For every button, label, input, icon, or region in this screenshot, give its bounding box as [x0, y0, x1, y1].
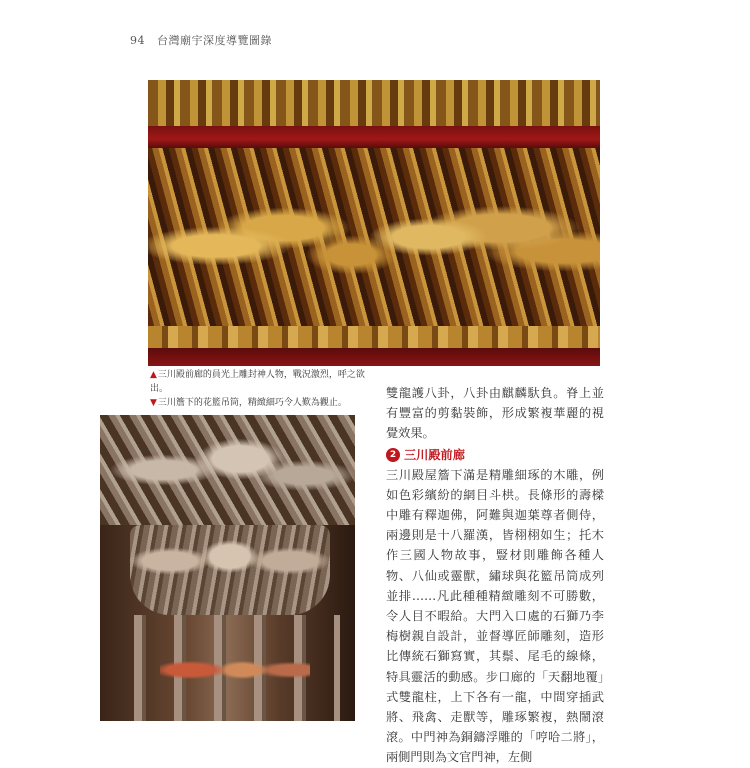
book-title: 台灣廟宇深度導覽圖錄 — [157, 34, 272, 47]
lower-rail — [148, 326, 600, 348]
caption-down-text: 三川簷下的花籃吊筒，精緻細巧令人歎為觀止。 — [157, 398, 347, 408]
photo-captions — [150, 368, 382, 410]
running-header — [130, 32, 272, 48]
lower-red-band — [148, 348, 600, 366]
down-triangle-icon: ▼ — [150, 398, 157, 408]
flower-basket-photo — [100, 415, 355, 721]
intro-paragraph: 雙龍護八卦，八卦由麒麟馱負。脊上並有豐富的剪黏裝飾，形成繁複華麗的視覺效果。 — [386, 386, 604, 441]
flower-basket — [130, 525, 330, 615]
caption-down — [150, 396, 382, 410]
upper-frieze — [148, 80, 600, 126]
caption-up — [150, 368, 382, 396]
caption-up-text: 三川殿前廊的員光上雕封神人物，戰況激烈，呼之欲出。 — [150, 370, 365, 394]
page-number: 94 — [130, 34, 145, 47]
section-heading — [386, 445, 604, 465]
painted-figures — [160, 640, 310, 700]
section-number-badge: 2 — [386, 448, 400, 462]
section-title: 三川殿前廊 — [404, 447, 465, 462]
carved-beam-photo — [148, 80, 600, 366]
main-paragraph: 三川殿屋簷下滿是精雕細琢的木雕，例如色彩繽紛的網目斗栱。長條形的壽樑中雕有釋迦佛，阿難與迦葉尊者側侍，兩邊則是十八羅漢，皆栩栩如生；托木作三國人物故事，豎材則雕飾各種人物、八仙或靈獸，繡球與花籃吊筒成列並排……凡此種種精緻雕刻不可勝數，令人目不暇給。大門入口處的石獅乃李梅樹親自設計，並督導匠師雕刻，造形比傳統石獅寫實，其鬃、尾毛的線條，特具靈活的動感。步口廊的「天翻地覆」式雙龍柱，上下各有一龍，中間穿插武將、飛禽、走獸等，雕琢繁複，熱鬧滾滾。中門神為銅鑄浮雕的「哼哈二將」，兩側門則為文官門神，左側 — [386, 467, 604, 765]
figure-carving-panel — [148, 148, 600, 326]
body-text — [386, 383, 604, 768]
up-triangle-icon: ▲ — [150, 370, 157, 380]
red-band — [148, 126, 600, 148]
floral-carving — [100, 415, 355, 525]
